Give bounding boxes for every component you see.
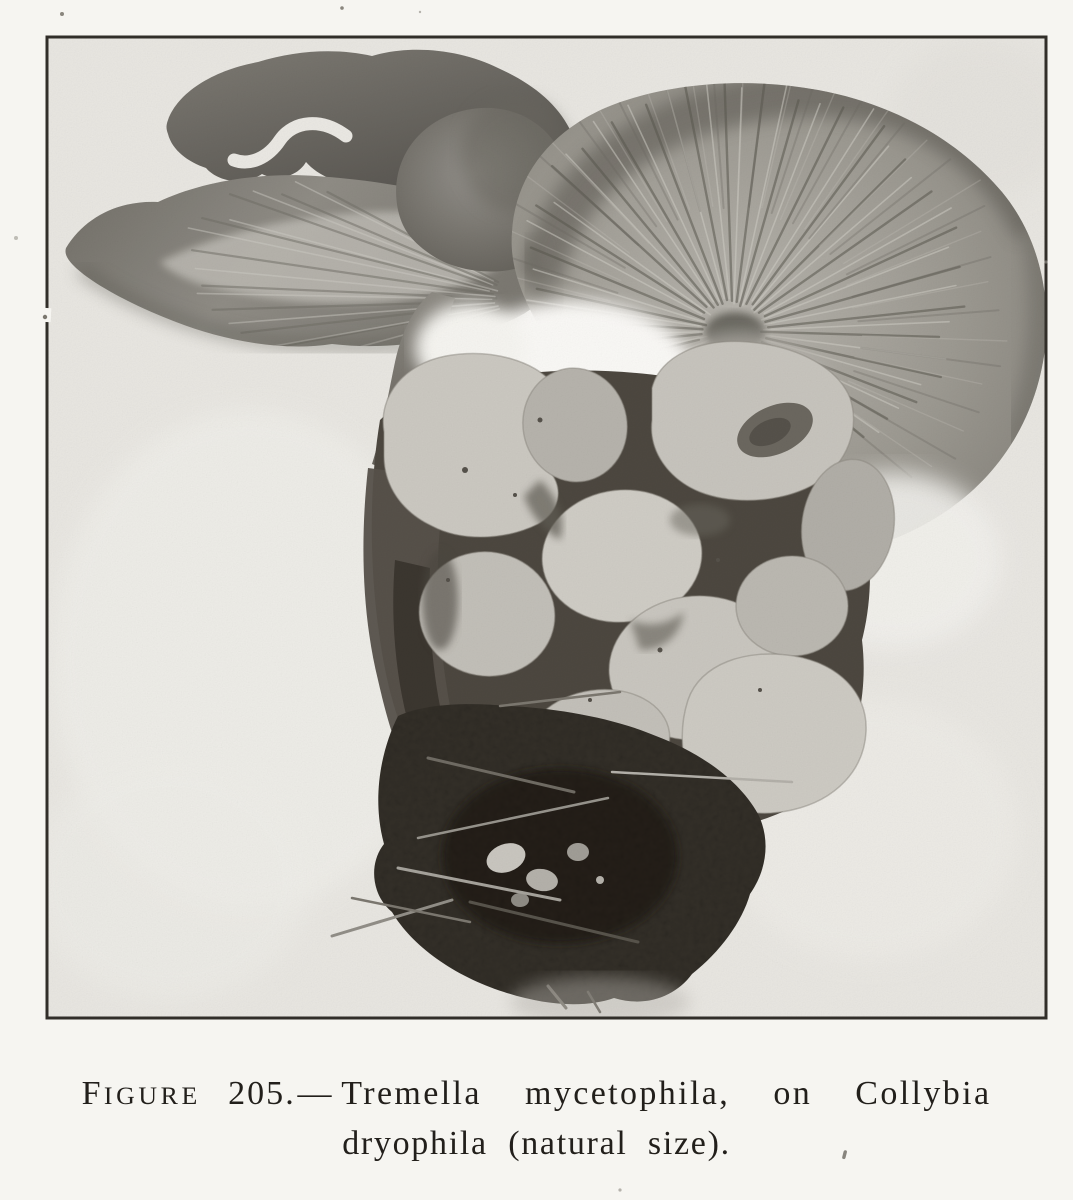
figure-label-initial: F — [81, 1075, 104, 1112]
caption-line-2: dryophila (natural size). — [342, 1125, 731, 1162]
frame-nick — [42, 308, 52, 322]
figure-caption — [0, 1070, 1073, 1168]
caption-line-1 — [0, 1070, 1073, 1120]
photo-interior — [30, 38, 1070, 1028]
figure-label-smallcaps: IGURE — [103, 1081, 201, 1110]
caption-dash: — — [297, 1075, 334, 1112]
figure-label — [82, 1075, 201, 1112]
figure-number: 205. — [228, 1075, 296, 1112]
frame-nick-dot — [43, 315, 47, 319]
halftone-grain — [48, 38, 1045, 1017]
caption-species-text: Tremella mycetophila, on Collybia — [341, 1075, 992, 1112]
